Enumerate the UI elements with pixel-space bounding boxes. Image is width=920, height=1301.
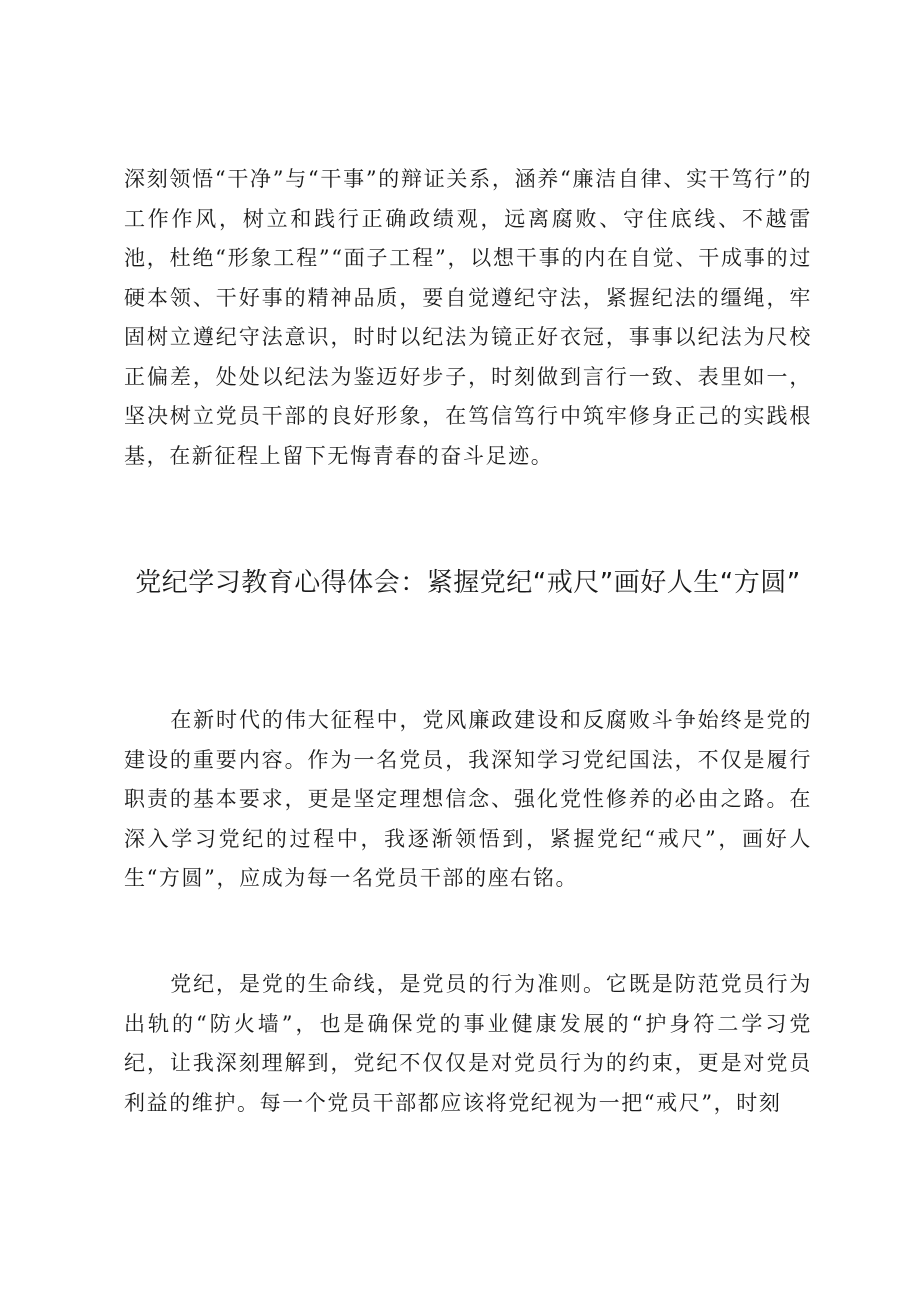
paragraph-1: 深刻领悟“干净”与“干事”的辩证关系，涵养“廉洁自律、实干笃行”的工作作风，树立和践行正确政绩观，远离腐败、守住底线、不越雷池，杜绝“形象工程”“面子工程”，以想干事的内在自觉、干成事的过硬本领、干好事的精神品质，要自觉遵纪守法，紧握纪法的缰绳，牢固树立遵纪守法意识，时时以纪法为镜正好衣冠，事事以纪法为尺校正偏差，处处以纪法为鉴迈好步子，时刻做到言行一致、表里如一，坚决树立党员干部的良好形象，在笃信笃行中筑牢修身正己的实践根基，在新征程上留下无悔青春的奋斗足迹。	[124, 167, 812, 468]
paragraph-3: 党纪，是党的生命线，是党员的行为准则。它既是防范党员行为出轨的“防火墙”，也是确保党的事业健康发展的“护身符二学习党纪，让我深刻理解到，党纪不仅仅是对党员行为的约束，更是对党员利益的维护。每一个党员干部都应该将党纪视为一把“戒尺”，时刻	[124, 972, 812, 1115]
paragraph-2: 在新时代的伟大征程中，党风廉政建设和反腐败斗争始终是党的建设的重要内容。作为一名党员，我深知学习党纪国法，不仅是履行职责的基本要求，更是坚定理想信念、强化党性修养的必由之路。在深入学习党纪的过程中，我逐渐领悟到，紧握党纪“戒尺”，画好人生“方圆”，应成为每一名党员干部的座右铭。	[124, 708, 812, 890]
section-heading: 党纪学习教育心得体会：紧握党纪“戒尺”画好人生“方圆”	[135, 568, 801, 598]
